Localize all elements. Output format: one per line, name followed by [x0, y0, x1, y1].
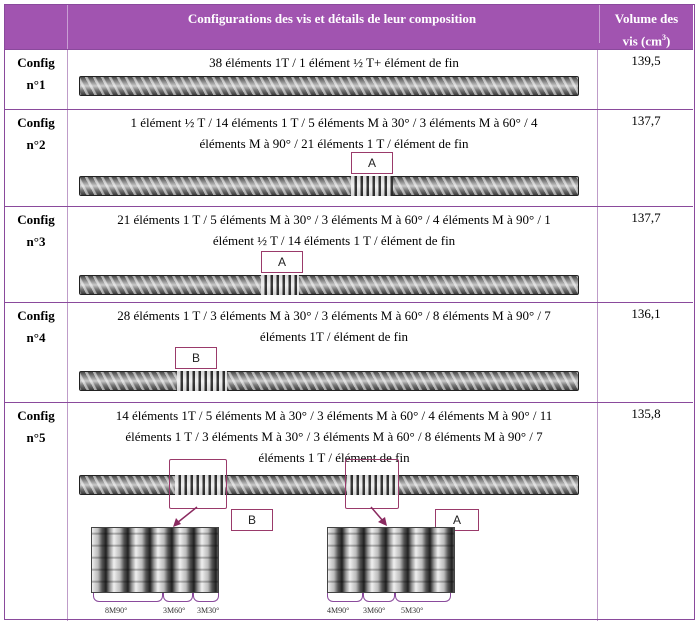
- zoom-label-8m90: 8M90°: [105, 606, 128, 615]
- table-row-config-1: [5, 49, 693, 109]
- callout-a: A: [435, 509, 479, 531]
- table-row-config-5: [5, 402, 693, 621]
- brace-3m60-b: [163, 593, 193, 602]
- table-row-config-2: [5, 109, 693, 206]
- callout-b: B: [231, 509, 273, 531]
- arrow-a-line: [371, 507, 383, 521]
- config-label: Config n°3: [17, 212, 55, 249]
- config-label: Config n°5: [17, 408, 55, 445]
- zoom-label-3m60-b: 3M60°: [163, 606, 186, 615]
- arrow-b-head: [173, 518, 181, 527]
- table-row-config-4: [5, 302, 693, 402]
- arrow-b-line: [177, 507, 197, 523]
- mixing-zone: [351, 176, 393, 196]
- config-label: Config n°2: [17, 115, 55, 152]
- callout-a: A: [351, 152, 393, 174]
- brace-5m30: [395, 593, 451, 602]
- config-volume: 135,8: [631, 406, 661, 421]
- config-volume: 137,7: [631, 113, 661, 128]
- zoom-label-3m30-b: 3M30°: [197, 606, 220, 615]
- zoom-photo-b: [91, 527, 219, 593]
- table-header: [5, 5, 693, 49]
- screw-photo: [79, 371, 579, 391]
- config-label: Config n°4: [17, 308, 55, 345]
- config-volume: 136,1: [631, 306, 661, 321]
- config-description: 1 élément ½ T / 14 éléments 1 T / 5 éléments M à 30° / 3 éléments M à 60° / 4 éléments M à 90° / 21 éléments 1 T / élément de fin: [130, 115, 538, 151]
- header-composition: Configurations des vis et détails de leur composition: [187, 11, 477, 26]
- config-volume: 139,5: [631, 53, 661, 68]
- header-volume: Volume des vis $(cm^3)$: [599, 5, 693, 43]
- config-description: 21 éléments 1 T / 5 éléments M à 30° / 3 éléments M à 60° / 4 éléments M à 90° / 1 élément ½ T / 14 éléments 1 T / élément de fin: [117, 212, 551, 248]
- config-description: 14 éléments 1T / 5 éléments M à 30° / 3 éléments M à 60° / 4 éléments M à 90° / 11 éléments 1 T / 3 éléments M à 30° / 3 éléments M à 60° / 8 éléments M à 90° / 7 éléments 1 T / élément de fin: [115, 408, 553, 465]
- config-label: Config n°1: [17, 55, 55, 92]
- table-row-config-3: [5, 206, 693, 302]
- brace-8m90: [93, 593, 163, 602]
- zoom-label-5m30: 5M30°: [401, 606, 424, 615]
- arrow-a-head: [378, 517, 387, 526]
- config-description: 28 éléments 1 T / 3 éléments M à 30° / 3 éléments M à 60° / 8 éléments M à 90° / 7 éléments 1T / élément de fin: [117, 308, 551, 344]
- screw-photo: [79, 275, 579, 295]
- mixing-zone: [261, 275, 299, 295]
- header-config-cell: [5, 5, 68, 49]
- zoom-label-3m60-a: 3M60°: [363, 606, 386, 615]
- callout-b: B: [175, 347, 217, 369]
- zoom-photo-a: [327, 527, 455, 593]
- brace-4m90: [327, 593, 363, 602]
- screw-photo: [79, 176, 579, 196]
- screw-config-table: [4, 4, 695, 620]
- mixing-zone: [177, 371, 227, 391]
- brace-3m60-a: [363, 593, 395, 602]
- zoom-label-4m90: 4M90°: [327, 606, 350, 615]
- brace-3m30-b: [193, 593, 219, 602]
- config-description: 38 éléments 1T / 1 élément ½ T+ élément de fin: [209, 55, 459, 70]
- config-volume: 137,7: [631, 210, 661, 225]
- screw-photo: [79, 76, 579, 96]
- callout-a: A: [261, 251, 303, 273]
